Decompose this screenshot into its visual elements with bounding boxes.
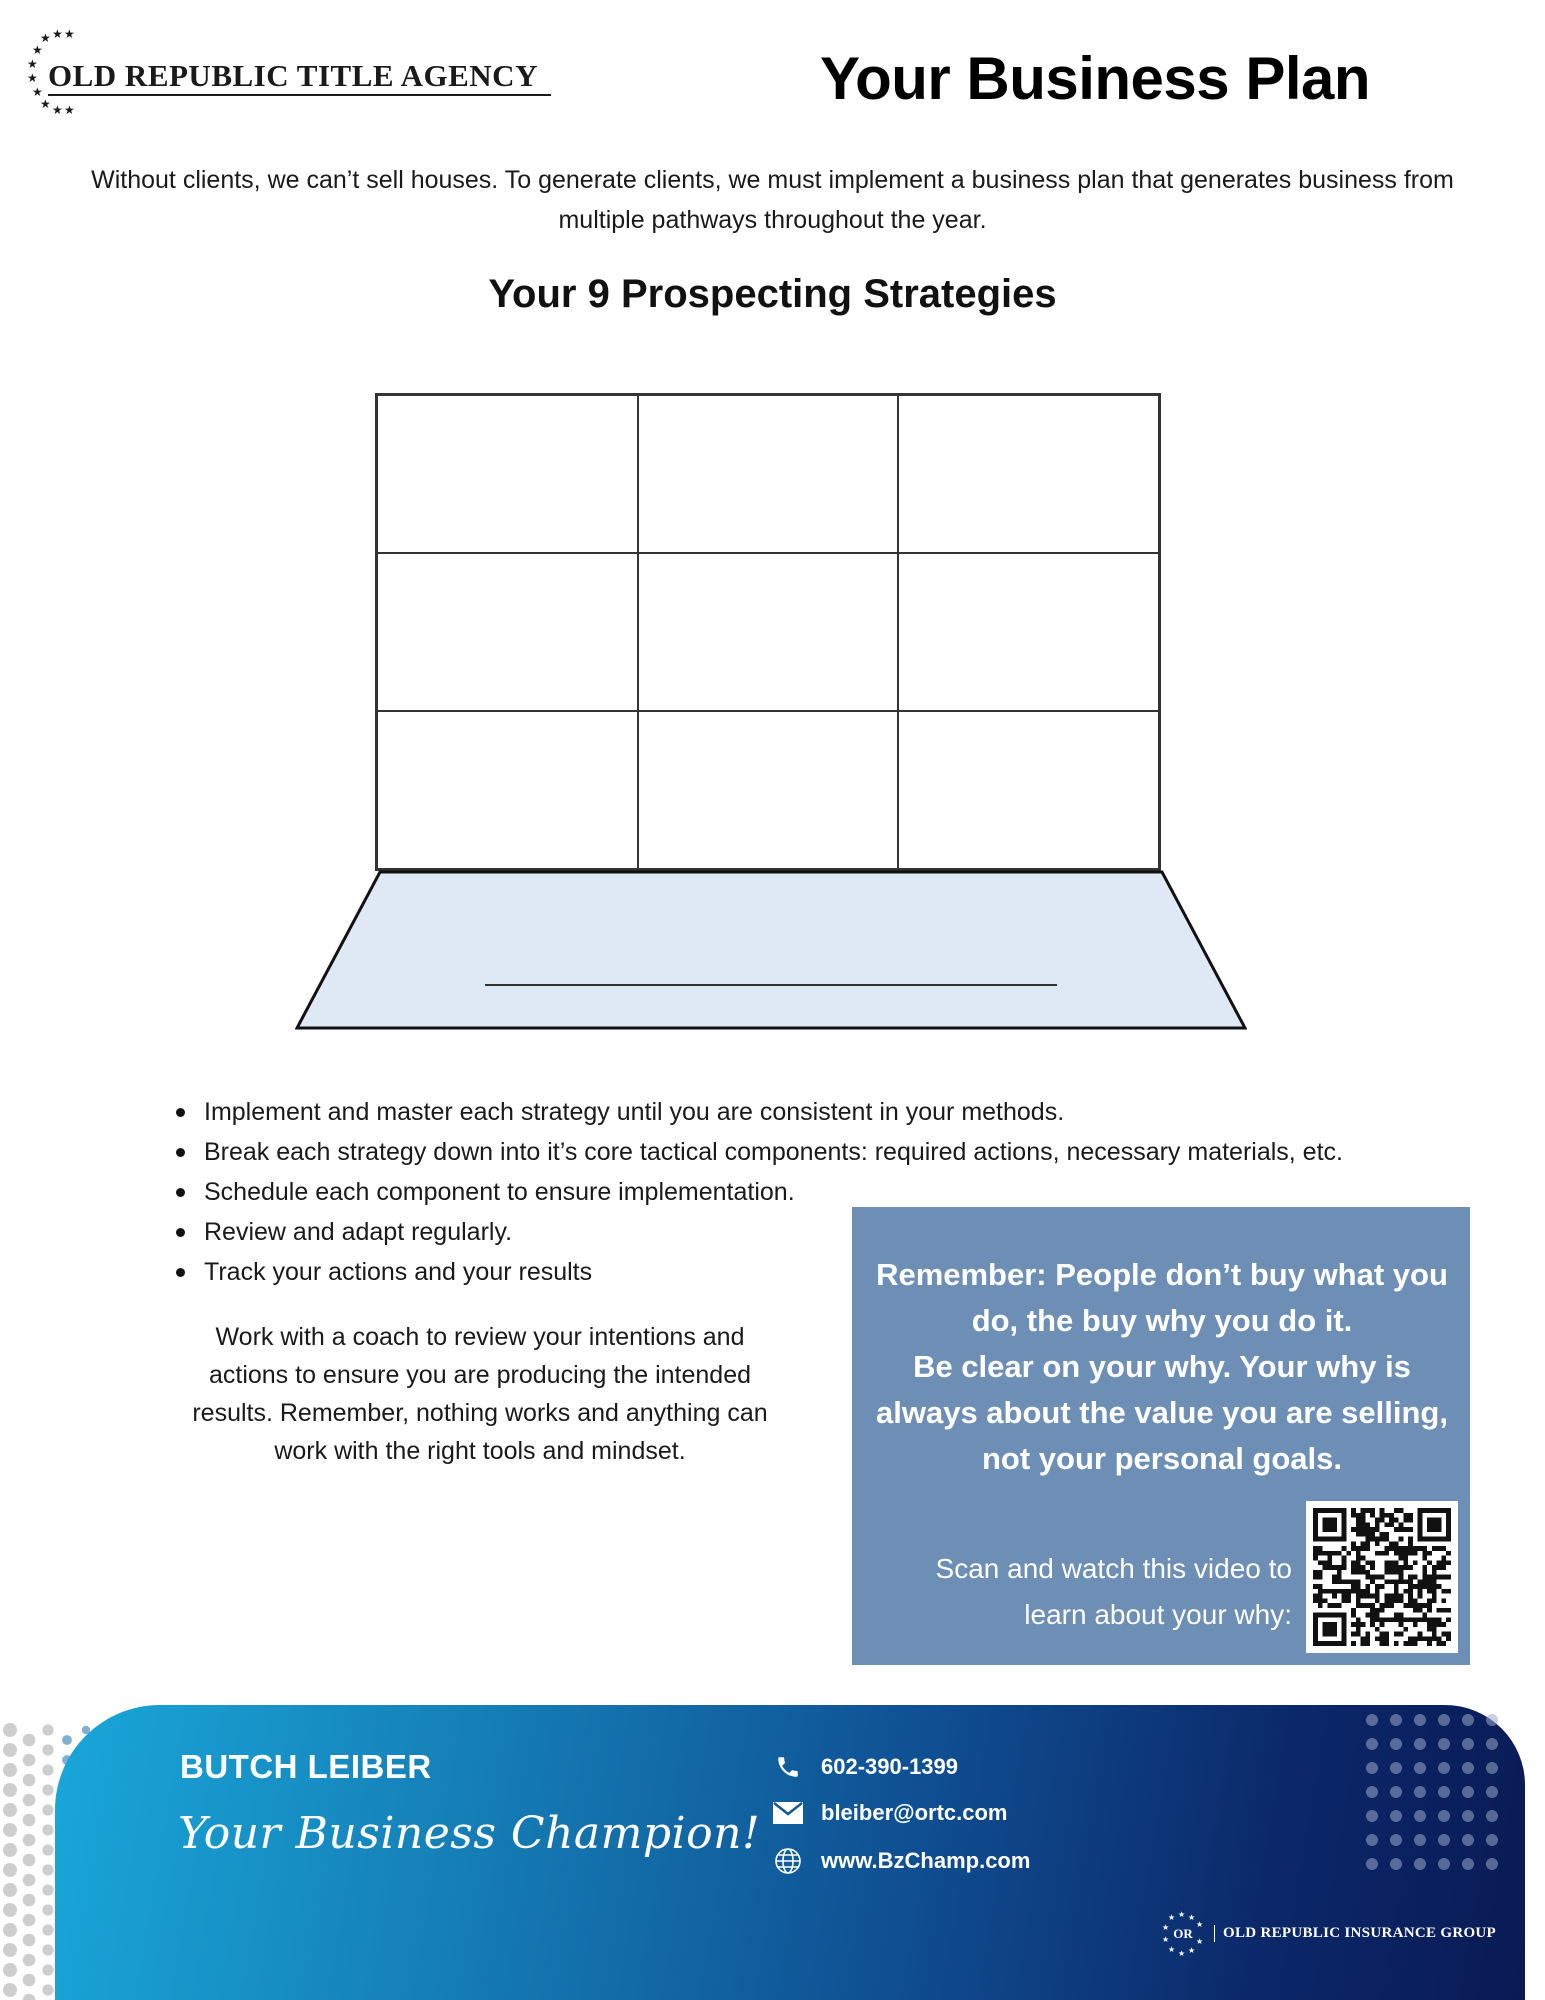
svg-text:★: ★ [27, 57, 38, 71]
email-address: bleiber@ortc.com [821, 1800, 1008, 1825]
qr-code-icon[interactable] [1313, 1508, 1451, 1646]
intro-paragraph: Without clients, we can’t sell houses. To generate clients, we must implement a business plan that generates business from multiple pathways throughout the year. [91, 166, 1454, 234]
strategy-cell[interactable] [377, 553, 638, 711]
svg-text:★: ★ [27, 71, 38, 85]
strategy-cell[interactable] [377, 711, 638, 869]
agent-tagline: Your Business Champion! [178, 1808, 761, 1859]
list-item: Break each strategy down into it’s core tactical components: required actions, necessary materials, etc. [172, 1132, 1472, 1172]
callout-line: do, the buy why you do it. [971, 1303, 1353, 1338]
list-item: Track your actions and your results [172, 1252, 1472, 1292]
section-heading: Your 9 Prospecting Strategies [488, 272, 1057, 316]
callout-line: Be clear on your why. Your why is [913, 1349, 1411, 1384]
strategy-cell[interactable] [898, 395, 1159, 553]
svg-text:★: ★ [32, 85, 43, 99]
svg-text:★: ★ [32, 43, 43, 57]
svg-text:★: ★ [64, 27, 75, 41]
contact-email[interactable] [773, 1798, 1008, 1828]
scan-line: learn about your why: [1024, 1599, 1292, 1630]
svg-text:★: ★ [1188, 1946, 1196, 1955]
strategy-cell[interactable] [377, 395, 638, 553]
website-url: www.BzChamp.com [821, 1848, 1031, 1873]
svg-text:★: ★ [64, 103, 75, 117]
envelope-icon [773, 1798, 803, 1828]
svg-text:★: ★ [1162, 1935, 1170, 1944]
contact-phone[interactable] [773, 1752, 958, 1782]
svg-text:★: ★ [1168, 1913, 1176, 1922]
decorative-dots-right [1360, 1708, 1520, 1888]
svg-text:★: ★ [40, 97, 51, 111]
svg-text:★: ★ [1178, 1910, 1186, 1919]
svg-text:★: ★ [40, 31, 51, 45]
agency-name: OLD REPUBLIC TITLE AGENCY [48, 58, 538, 93]
svg-text:★: ★ [1188, 1913, 1196, 1922]
coach-note: Work with a coach to review your intentions and actions to ensure you are producing the intended results. Remember, nothing works and anything can work with the right tools and mindset. [192, 1323, 768, 1465]
strategy-cell[interactable] [898, 711, 1159, 869]
scan-instructions [880, 1546, 1292, 1638]
agency-name-underline [48, 94, 551, 96]
list-item: Review and adapt regularly. [172, 1212, 1472, 1252]
svg-text:★: ★ [1196, 1920, 1204, 1929]
group-monogram: OR [1173, 1926, 1193, 1941]
svg-text:★: ★ [52, 103, 63, 117]
svg-text:★: ★ [1178, 1949, 1186, 1956]
strategy-cell[interactable] [638, 711, 899, 869]
insurance-group-logo [1160, 1910, 1496, 1956]
strategy-cell[interactable] [898, 553, 1159, 711]
svg-text:★: ★ [52, 27, 63, 41]
agent-name: BUTCH LEIBER [180, 1748, 432, 1785]
strategy-cell[interactable] [638, 553, 899, 711]
list-item: Schedule each component to ensure implementation. [172, 1172, 1472, 1212]
strategy-grid [375, 393, 1161, 871]
phone-icon [773, 1752, 803, 1782]
callout-line: not your personal goals. [982, 1441, 1342, 1476]
svg-text:★: ★ [1168, 1945, 1176, 1954]
page-title: Your Business Plan [820, 45, 1371, 112]
callout-line: Remember: People don’t buy what you [876, 1257, 1448, 1292]
phone-number: 602-390-1399 [821, 1754, 959, 1779]
callout-line: always about the value you are selling, [876, 1395, 1448, 1430]
foundation-trapezoid[interactable] [295, 870, 1247, 1030]
globe-icon [773, 1846, 803, 1876]
svg-text:★: ★ [1196, 1937, 1204, 1946]
strategy-cell[interactable] [638, 395, 899, 553]
contact-website[interactable] [773, 1846, 1030, 1876]
group-name: OLD REPUBLIC INSURANCE GROUP [1214, 1925, 1496, 1942]
group-seal-icon [1160, 1910, 1206, 1956]
scan-line: Scan and watch this video to [935, 1553, 1292, 1584]
callout-text [868, 1252, 1456, 1482]
list-item: Implement and master each strategy until you are consistent in your methods. [172, 1092, 1472, 1132]
svg-text:★: ★ [1162, 1923, 1170, 1932]
foundation-shape [297, 872, 1245, 1028]
